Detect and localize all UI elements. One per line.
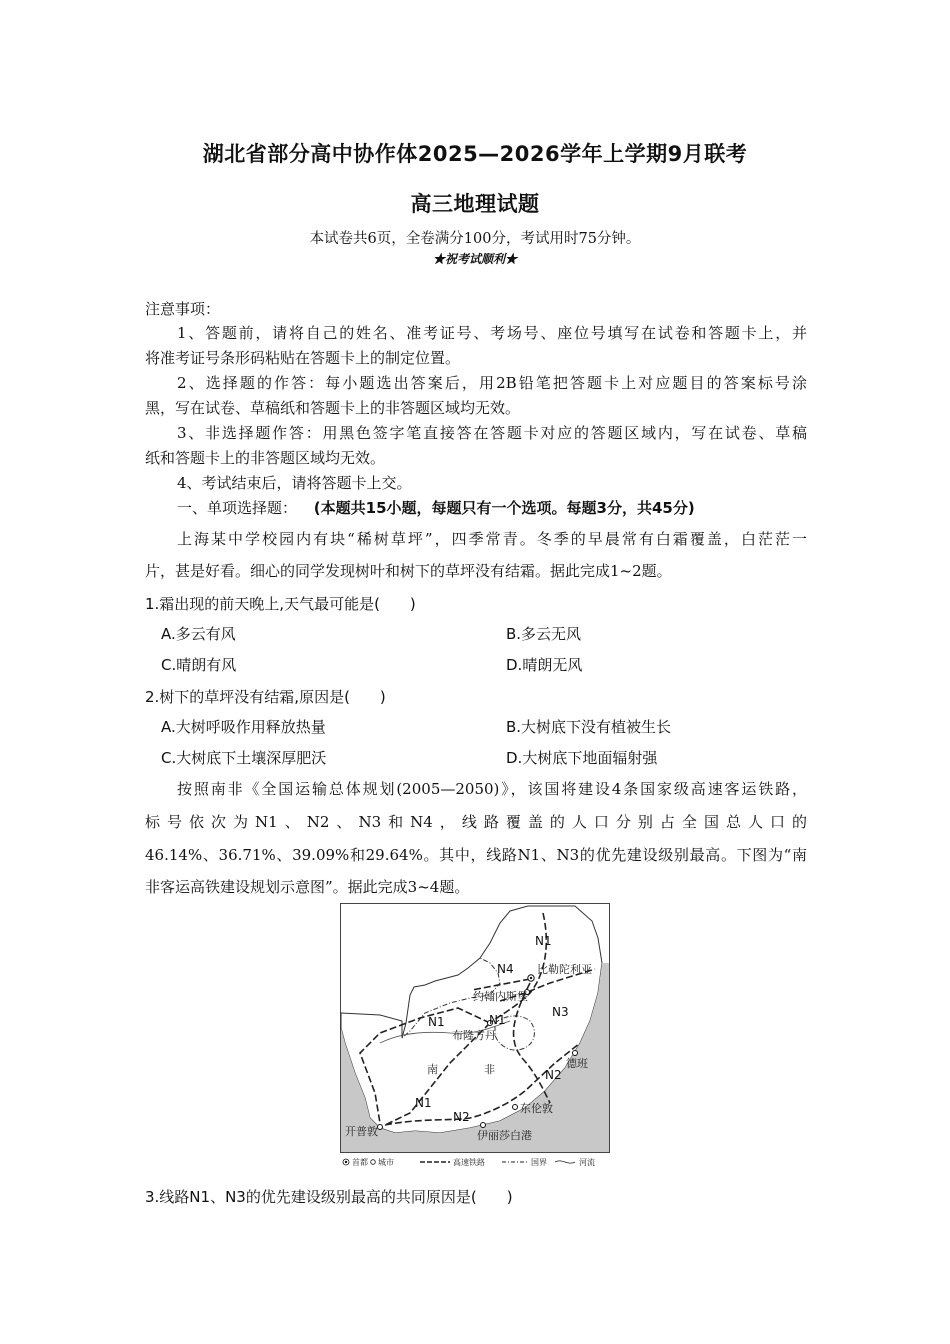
passage2-line3: 46.14%、36.71%、39.09%和29.64%。其中，线路N1、N3的优先建设级别最高。下图为“南 xyxy=(145,846,807,864)
exam-wish: ★祝考试顺利★ xyxy=(432,252,517,266)
section-desc: (本题共15小题，每题只有一个选项。每题3分，共45分) xyxy=(313,499,695,517)
label-port-elizabeth: 伊丽莎白港 xyxy=(477,1129,532,1142)
route-n3: N3 xyxy=(552,1005,569,1019)
legend-capital-dot xyxy=(345,1161,347,1163)
city-marker-durban xyxy=(573,1051,578,1056)
note-3b: 纸和答题卡上的非答题区域均无效。 xyxy=(145,449,386,467)
section-heading xyxy=(145,496,807,520)
exam-info: 本试卷共6页，全卷满分100分，考试用时75分钟。 xyxy=(309,231,641,247)
note-4: 4、考试结束后，请将答题卡上交。 xyxy=(177,474,412,492)
legend-city-icon xyxy=(371,1160,376,1165)
label-bloemfontein: 布隆方丹 xyxy=(452,1029,496,1042)
q1-stem: 1.霜出现的前天晚上,天气最可能是( ) xyxy=(145,595,416,613)
capital-marker-dot xyxy=(530,977,532,979)
route-n1-top: N1 xyxy=(535,934,552,948)
label-pretoria: 比勒陀利亚 xyxy=(537,963,592,976)
passage1-line2: 片，甚是好看。细心的同学发现树叶和树下的草坪没有结霜。据此完成1~2题。 xyxy=(145,562,672,580)
q1-option-b: B.多云无风 xyxy=(506,625,582,643)
section-label: 一、单项选择题： xyxy=(177,499,298,517)
legend-city: 城市 xyxy=(378,1158,394,1167)
label-east-london: 东伦敦 xyxy=(520,1102,553,1115)
note-2a: 2、选择题的作答：每小题选出答案后，用2B铅笔把答题卡上对应题目的答案标号涂 xyxy=(177,374,807,392)
route-n1-bottom: N1 xyxy=(415,1096,432,1110)
notes-heading: 注意事项： xyxy=(145,300,221,318)
passage2-line1: 按照南非《全国运输总体规划(2005—2050)》，该国将建设4条国家级高速客运铁路， xyxy=(177,780,807,798)
route-n2-bottom: N2 xyxy=(453,1110,470,1124)
q2-option-b: B.大树底下没有植被生长 xyxy=(506,718,672,736)
route-n2-right: N2 xyxy=(545,1068,562,1082)
label-johannesburg: 约翰内斯堡 xyxy=(473,990,528,1003)
note-1a: 1、答题前，请将自己的姓名、准考证号、考场号、座位号填写在试卷和答题卡上，并 xyxy=(177,324,807,342)
note-3a: 3、非选择题作答：用黑色签字笔直接答在答题卡对应的答题区域内，写在试卷、草稿 xyxy=(177,424,807,442)
legend-border: 国界 xyxy=(531,1158,547,1167)
label-country-1: 南 xyxy=(427,1063,438,1076)
city-marker-east-london xyxy=(513,1105,518,1110)
legend-capital: 首都 xyxy=(352,1158,368,1167)
label-cape-town: 开普敦 xyxy=(345,1125,378,1138)
q1-option-c: C.晴朗有风 xyxy=(161,656,237,674)
route-n4: N4 xyxy=(497,962,514,976)
note-2b: 黑，写在试卷、草稿纸和答题卡上的非答题区域均无效。 xyxy=(145,399,521,417)
q3-stem: 3.线路N1、N3的优先建设级别最高的共同原因是( ) xyxy=(145,1188,513,1206)
exam-title: 湖北省部分高中协作体2025—2026学年上学期9月联考 xyxy=(202,142,748,166)
route-n1-right: N1 xyxy=(489,1013,506,1027)
label-durban: 德班 xyxy=(566,1057,588,1070)
passage2-line4: 非客运高铁建设规划示意图”。据此完成3~4题。 xyxy=(145,878,470,896)
note-1b: 将准考证号条形码粘贴在答题卡上的制定位置。 xyxy=(145,349,461,367)
q2-stem: 2.树下的草坪没有结霜,原因是( ) xyxy=(145,688,386,706)
label-country-2: 非 xyxy=(484,1063,495,1076)
q2-option-a: A.大树呼吸作用释放热量 xyxy=(161,718,326,736)
q1-option-a: A.多云有风 xyxy=(161,625,236,643)
legend-river: 河流 xyxy=(579,1158,595,1167)
city-marker-cape-town xyxy=(378,1125,383,1130)
q2-option-c: C.大树底下土壤深厚肥沃 xyxy=(161,749,327,767)
south-africa-rail-map xyxy=(340,903,610,1170)
route-n1-mid: N1 xyxy=(428,1015,445,1029)
q2-option-d: D.大树底下地面辐射强 xyxy=(506,749,658,767)
exam-subtitle: 高三地理试题 xyxy=(410,192,540,216)
passage2-line2: 标号依次为N1、N2、N3和N4，线路覆盖的人口分别占全国总人口的 xyxy=(145,813,807,831)
city-marker-port-elizabeth xyxy=(481,1123,486,1128)
legend-railway: 高速铁路 xyxy=(453,1158,485,1167)
q1-option-d: D.晴朗无风 xyxy=(506,656,583,674)
legend-river-icon xyxy=(555,1161,575,1163)
passage1-line1: 上海某中学校园内有块“稀树草坪”，四季常青。冬季的早晨常有白霜覆盖，白茫茫一 xyxy=(177,530,807,548)
